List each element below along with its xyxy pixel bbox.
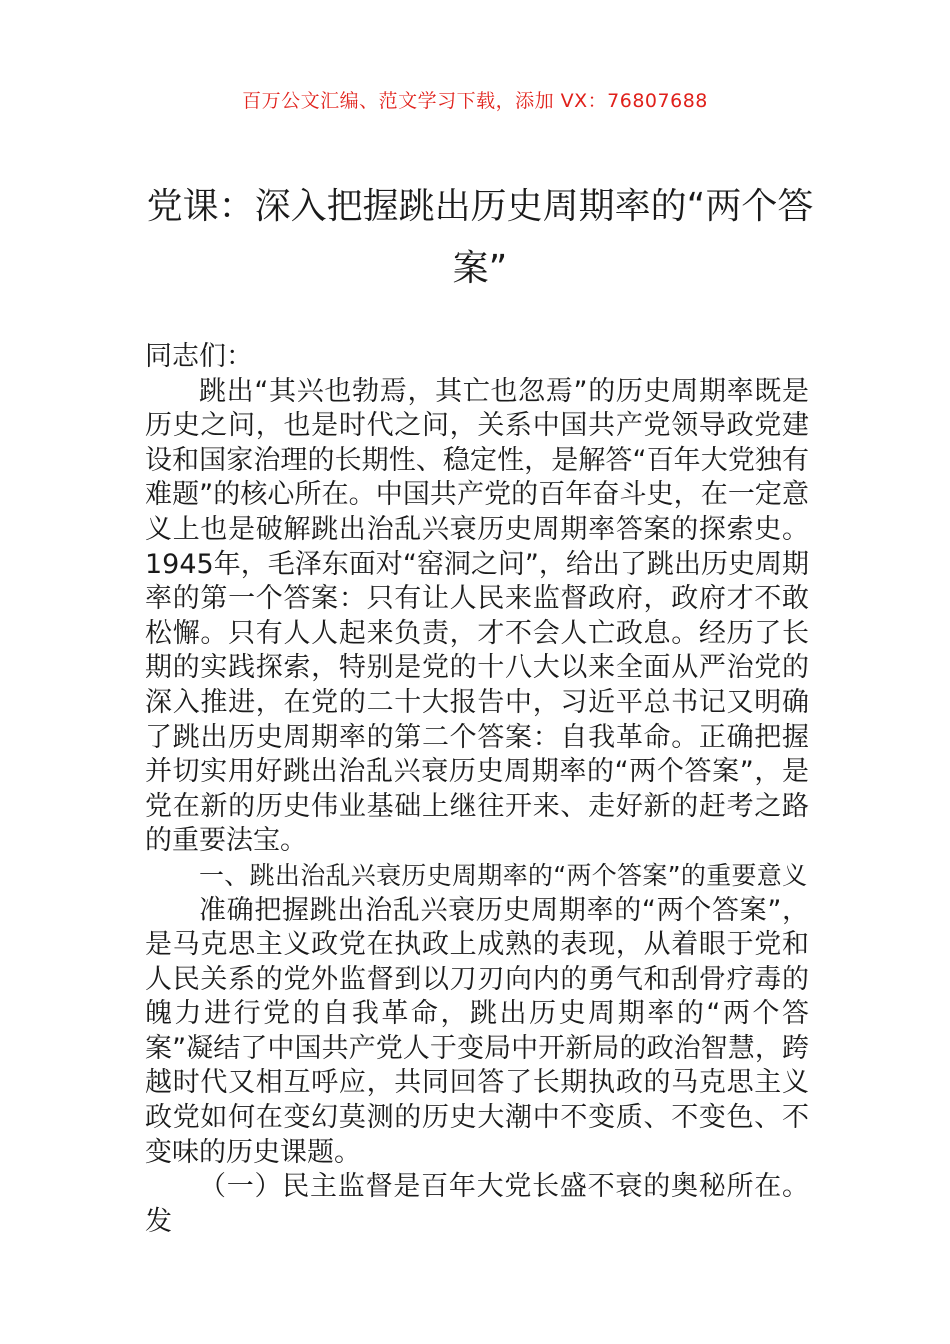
header-note: 百万公文汇编、范文学习下载，添加 VX：76807688 [242,90,708,112]
paragraph-intro: 跳出“其兴也勃焉，其亡也忽焉”的历史周期率既是历史之问，也是时代之问，关系中国共产党领导政党建设和国家治理的长期性、稳定性，是解答“百年大党独有难题”的核心所在。中国共产党的百年奋斗史，在一定意义上也是破解跳出治乱兴衰历史周期率答案的探索史。1945年，毛泽东面对“窑洞之问”，给出了跳出历史周期率的第一个答案：只有让人民来监督政府，政府才不敢松懈。只有人人起来负责，才不会人亡政息。经历了长期的实践探索，特别是党的十八大以来全面从严治党的深入推进，在党的二十大报告中，习近平总书记又明确了跳出历史周期率的第二个答案：自我革命。正确把握并切实用好跳出治乱兴衰历史周期率的“两个答案”，是党在新的历史伟业基础上继往开来、走好新的赶考之路的重要法宝。 [145,375,809,857]
document-body [145,340,809,1239]
section-heading-1: 一、跳出治乱兴衰历史周期率的“两个答案”的重要意义 [199,860,808,890]
subsection-heading-1: （一）民主监督是百年大党长盛不衰的奥秘所在。发 [145,1171,809,1237]
paragraph-significance: 准确把握跳出治乱兴衰历史周期率的“两个答案”，是马克思主义政党在执政上成熟的表现，从着眼于党和人民关系的党外监督到以刀刃向内的勇气和刮骨疗毒的魄力进行党的自我革命，跳出历史周期率的“两个答案”凝结了中国共产党人于变局中开新局的政治智慧，跨越时代又相互呼应，共同回答了长期执政的马克思主义政党如何在变幻莫测的历史大潮中不变质、不变色、不变味的历史课题。 [145,894,809,1168]
document-title: 党课：深入把握跳出历史周期率的“两个答案” [146,186,814,289]
salutation: 同志们： [145,341,253,372]
